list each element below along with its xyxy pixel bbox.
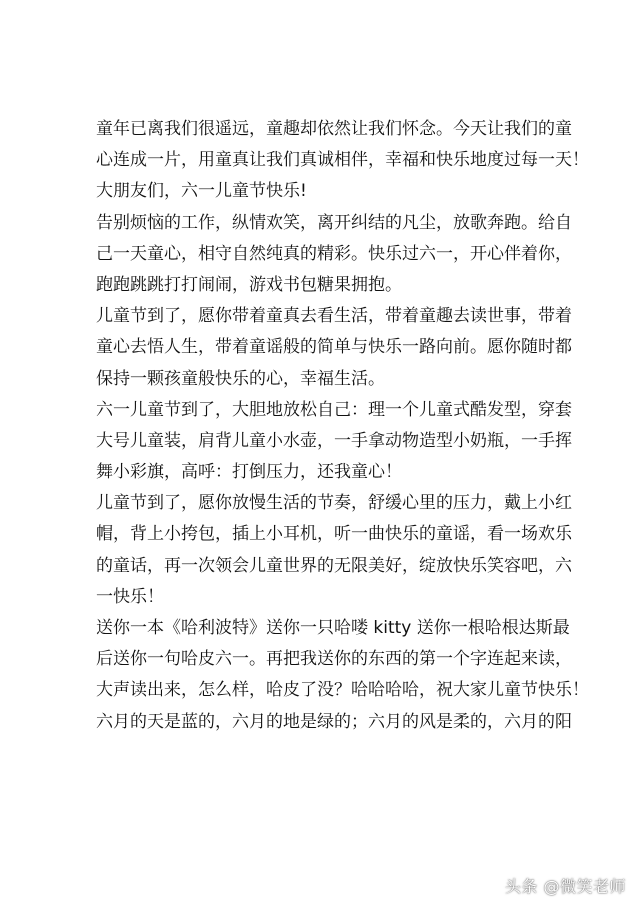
text-line: 童年已离我们很遥远，童趣却依然让我们怀念。今天让我们的童: [96, 119, 572, 139]
text-line: 告别烦恼的工作，纵情欢笑，离开纠结的凡尘，放歌奔跑。给自: [96, 212, 572, 233]
watermark: 头条 @微笑老师: [504, 877, 626, 896]
text-line: 童心去悟人生，带着童谣般的简单与快乐一路向前。愿你随时都: [96, 337, 572, 358]
text-line: 己一天童心，相守自然纯真的精彩。快乐过六一，开心伴着你，: [96, 243, 572, 264]
text-line: 送你一本《哈利波特》送你一只哈喽 kitty 送你一根哈根达斯最: [96, 618, 570, 638]
text-line: 后送你一句哈皮六一。再把我送你的东西的第一个字连起来读，: [96, 649, 572, 670]
text-line: 大声读出来，怎么样，哈皮了没？哈哈哈哈，祝大家儿童节快乐！: [96, 680, 589, 701]
body-text: [96, 114, 589, 738]
text-line: 跑跑跳跳打打闹闹，游戏书包糖果拥抱。: [96, 274, 402, 295]
text-line: 的童话，再一次领会儿童世界的无限美好，绽放快乐笑容吧，六: [96, 555, 572, 576]
text-line: 大号儿童装，肩背儿童小水壶，一手拿动物造型小奶瓶，一手挥: [96, 430, 572, 451]
text-line: 大朋友们，六一儿童节快乐!: [96, 181, 307, 202]
text-line: 儿童节到了，愿你带着童真去看生活，带着童趣去读世事，带着: [96, 306, 572, 327]
text-line: 六一儿童节到了，大胆地放松自己：理一个儿童式酷发型，穿套: [96, 399, 572, 420]
text-line: 儿童节到了，愿你放慢生活的节奏，舒缓心里的压力，戴上小红: [96, 493, 572, 514]
text-line: 舞小彩旗，高呼：打倒压力，还我童心！: [96, 462, 402, 483]
text-line: 心连成一片，用童真让我们真诚相伴，幸福和快乐地度过每一天！: [96, 150, 589, 171]
text-line: 一快乐！: [96, 586, 164, 607]
text-line: 保持一颗孩童般快乐的心，幸福生活。: [96, 368, 385, 389]
text-line: 帽，背上小挎包，插上小耳机，听一曲快乐的童谣，看一场欢乐: [96, 524, 572, 545]
text-line: 六月的天是蓝的，六月的地是绿的；六月的风是柔的，六月的阳: [96, 711, 572, 732]
